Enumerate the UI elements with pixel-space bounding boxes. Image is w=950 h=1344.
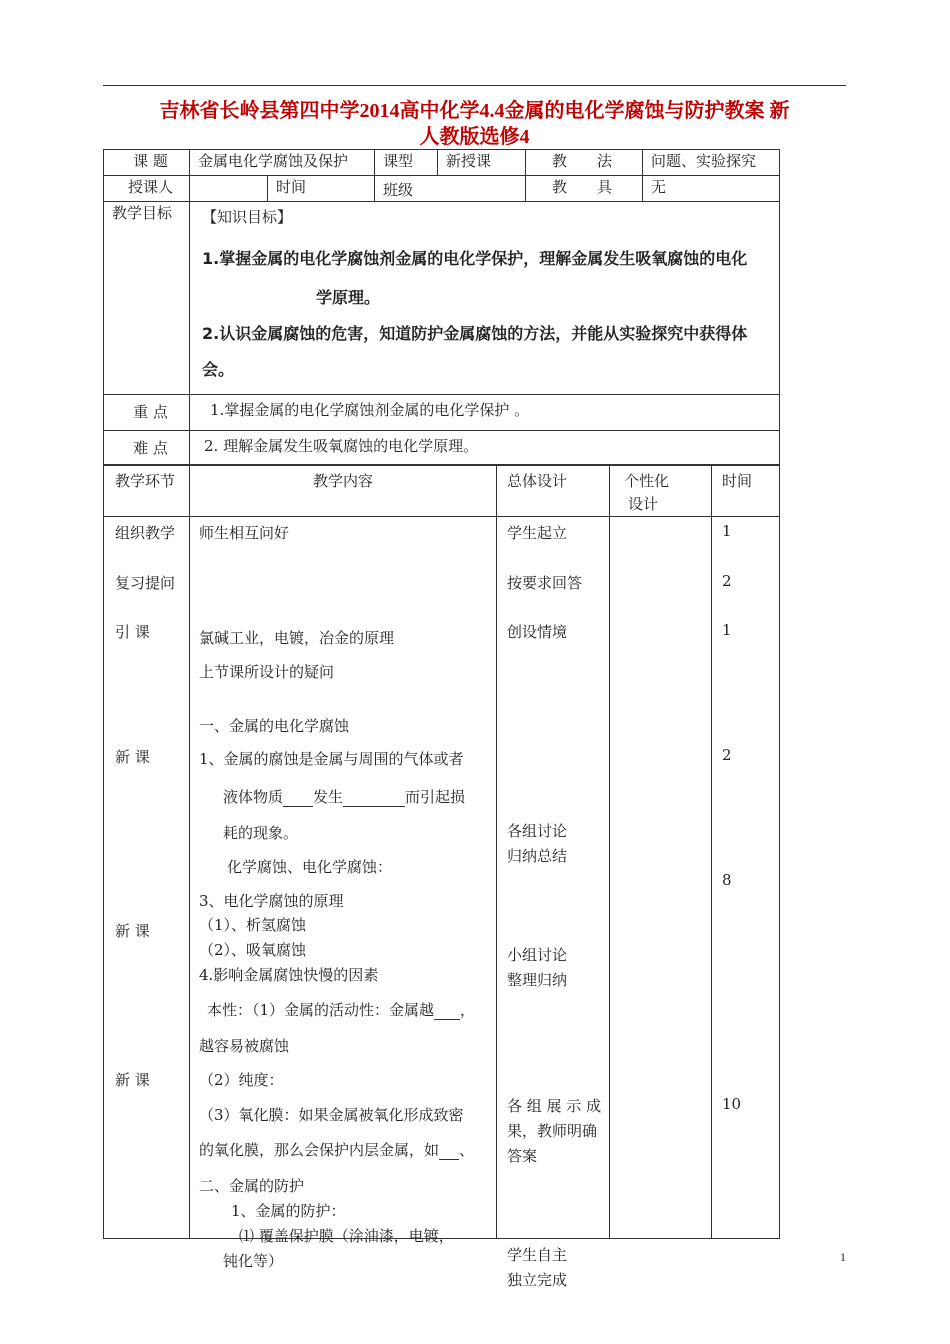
time-value: 10: [722, 1095, 742, 1113]
content-line: 氯碱工业，电镀，冶金的原理: [199, 629, 395, 647]
content-text: 液体物质: [223, 788, 284, 806]
class-label: [375, 176, 526, 202]
col-header-design: 总体设计: [497, 466, 610, 517]
fill-blank: [439, 1159, 459, 1160]
objective-1-line-a: 1.掌握金属的电化学腐蚀剂金属的电化学保护，理解金属发生吸氧腐蚀的电化: [202, 249, 748, 268]
teaching-process-table: [103, 465, 780, 1289]
personal-column: [610, 517, 712, 1239]
content-line: 钝化等）: [223, 1252, 284, 1270]
time-value: 1: [722, 621, 732, 639]
tools-value: 无: [643, 176, 780, 202]
content-text: 的氧化膜，那么会保护内层金属，如: [199, 1141, 440, 1159]
content-line: ⑴ 覆盖保护膜（涂油漆，电镀，: [239, 1227, 454, 1245]
fill-blank: [434, 1019, 460, 1020]
content-line: 4.影响金属腐蚀快慢的因素: [199, 966, 379, 984]
col-header-personal-b: 设计: [628, 495, 659, 513]
stage-item: 新 课: [115, 922, 150, 940]
content-line: （2）、吸氧腐蚀: [199, 941, 307, 959]
content-text: 发生: [313, 788, 344, 806]
content-line: 1、金属的防护：: [231, 1202, 346, 1220]
objective-2-line-a: 2.认识金属腐蚀的危害，知道防护金属腐蚀的方法，并能从实验探究中获得体: [202, 324, 748, 343]
course-value: 金属电化学腐蚀及保护: [190, 150, 375, 176]
key-point-label: 重 点: [104, 395, 190, 431]
design-line: 学生自主: [507, 1246, 568, 1264]
course-label: 课 题: [104, 150, 190, 176]
time-value: 8: [722, 871, 732, 889]
page-number: 1: [840, 1250, 846, 1264]
design-line: 归纳总结: [507, 847, 568, 865]
design-line: 小组讨论: [507, 946, 568, 964]
key-point-text: 1.掌握金属的电化学腐蚀剂金属的电化学保护 。: [190, 395, 780, 431]
content-text: ，: [460, 1001, 476, 1019]
content-text: 本性：（1）金属的活动性：金属越: [207, 1001, 435, 1019]
objective-2-line-b: 会。: [202, 360, 235, 379]
content-line: （3）氧化膜：如果金属被氧化形成致密: [199, 1106, 464, 1124]
content-line: 耗的现象。: [223, 824, 299, 842]
design-line: 各组讨论: [507, 822, 568, 840]
stage-column: [104, 517, 190, 1239]
design-line: 整理归纳: [507, 971, 568, 989]
stage-item: 引 课: [115, 623, 150, 641]
objectives-content: [190, 202, 780, 395]
time-value: 1: [722, 522, 732, 540]
design-line: 按要求回答: [507, 574, 583, 592]
type-label: 课型: [375, 150, 438, 176]
title-line-2: 人教版选修4: [419, 126, 530, 148]
fill-blank: [343, 806, 405, 807]
design-line: 独立完成: [507, 1271, 568, 1289]
stage-item: 新 课: [115, 748, 150, 766]
content-line: 3、电化学腐蚀的原理: [199, 892, 344, 910]
content-line: 一、金属的电化学腐蚀: [199, 717, 350, 735]
stage-item: 新 课: [115, 1071, 150, 1089]
content-line-blanks: [199, 1139, 474, 1160]
content-line: （1）、析氢腐蚀: [199, 916, 307, 934]
content-line: 1、金属的腐蚀是金属与周围的气体或者: [199, 750, 464, 768]
title-line-1: 吉林省长岭县第四中学2014高中化学4.4金属的电化学腐蚀与防护教案 新: [159, 100, 790, 122]
objectives-heading: 【知识目标】: [202, 208, 293, 226]
time-column: [712, 517, 780, 1239]
difficult-point-label: 难 点: [104, 431, 190, 465]
content-line: 二、金属的防护: [199, 1177, 305, 1195]
col-header-personal-a: 个性化: [624, 472, 670, 490]
content-line-blanks: [223, 786, 465, 807]
time-value: 2: [722, 572, 732, 590]
fill-blank: [283, 806, 313, 807]
content-line: 师生相互问好: [199, 524, 290, 542]
design-line: 创设情境: [507, 623, 568, 641]
class-label-text: 班级: [383, 181, 414, 199]
objectives-label: 教学目标: [104, 202, 190, 395]
teacher-value: [190, 176, 268, 202]
document-title: [103, 98, 846, 150]
design-line: 学生起立: [507, 524, 568, 542]
lesson-info-table: [103, 149, 780, 465]
col-header-content: 教学内容: [190, 466, 497, 517]
content-line: 化学腐蚀、电化学腐蚀：: [227, 858, 393, 876]
design-line: 答案: [507, 1147, 538, 1165]
content-line: （2）纯度：: [199, 1071, 284, 1089]
stage-item: 组织教学: [115, 524, 176, 542]
content-line: 越容易被腐蚀: [199, 1037, 290, 1055]
method-label: 教 法: [526, 150, 643, 176]
difficult-point-text: 2. 理解金属发生吸氧腐蚀的电化学原理。: [190, 431, 780, 465]
design-line: 果，教师明确: [507, 1122, 598, 1140]
design-column: [497, 517, 610, 1289]
objective-1-line-b: 学原理。: [316, 288, 381, 307]
content-text: 而引起损: [405, 788, 466, 806]
type-value: 新授课: [438, 150, 526, 176]
col-header-stage: 教学环节: [104, 466, 190, 517]
content-line: 上节课所设计的疑问: [199, 663, 335, 681]
header-rule: [103, 85, 846, 86]
method-value: 问题、实验探究: [643, 150, 780, 176]
time-value: 2: [722, 746, 732, 764]
col-header-time: 时间: [712, 466, 780, 517]
col-header-personal: [610, 466, 712, 517]
tools-label: 教 具: [526, 176, 643, 202]
content-text: 、: [459, 1141, 475, 1159]
time-label: 时间: [268, 176, 375, 202]
content-column: [190, 517, 497, 1270]
content-line-blanks: [207, 999, 475, 1020]
stage-item: 复习提问: [115, 574, 176, 592]
teacher-label: 授课人: [104, 176, 190, 202]
design-line: 各 组 展 示 成: [507, 1097, 602, 1115]
